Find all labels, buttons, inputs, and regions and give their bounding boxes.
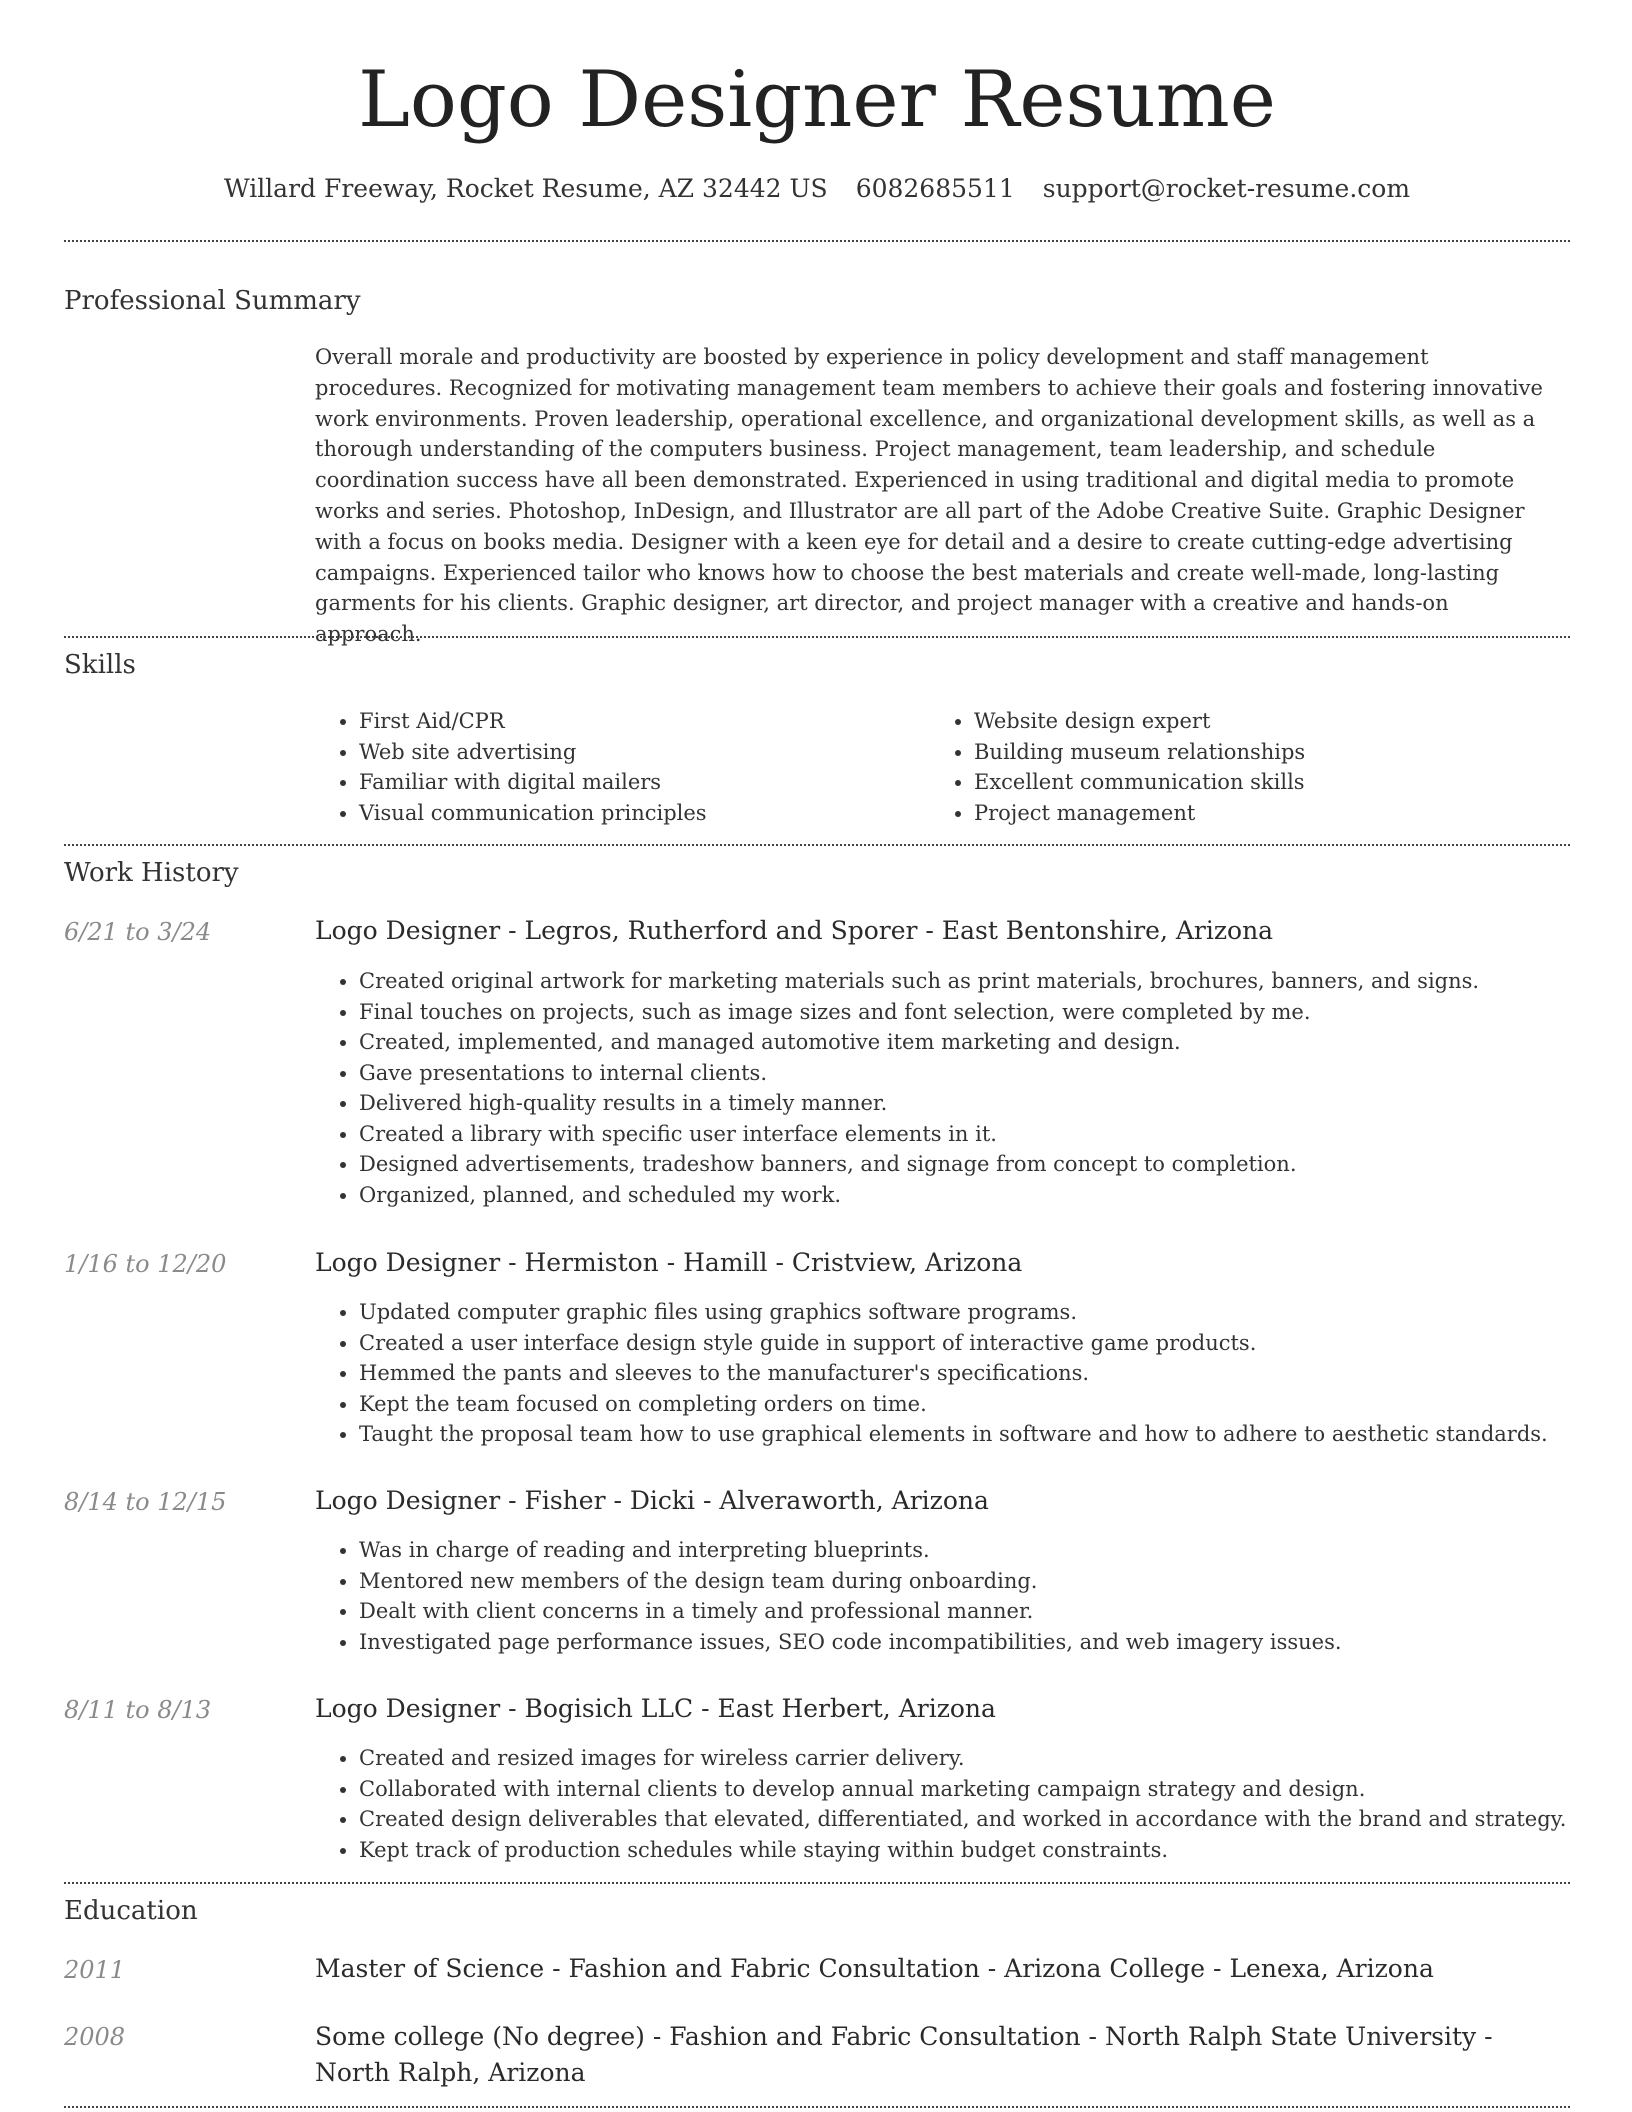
education-title: Some college (No degree) - Fashion and Fabric Consultation - North Ralph State University - North Ralph, Arizona xyxy=(315,2022,1493,2087)
section-heading-education: Education xyxy=(64,1896,198,1926)
job-duty-item: • Investigated page performance issues, SEO code incompatibilities, and web imagery issues. xyxy=(359,1627,1570,1658)
job-duty-item: • Created and resized images for wireless carrier delivery. xyxy=(359,1743,1570,1774)
skills-list-right xyxy=(930,706,1530,828)
job-duty-item: • Was in charge of reading and interpreting blueprints. xyxy=(359,1535,1570,1566)
section-heading-skills: Skills xyxy=(64,650,136,680)
skill-item: • Excellent communication skills xyxy=(974,767,1530,798)
skill-item: • Building museum relationships xyxy=(974,737,1530,768)
contact-phone: 6082685511 xyxy=(855,174,1015,203)
job-duty-item: • Created design deliverables that elevated, differentiated, and worked in accordance with the brand and strategy. xyxy=(359,1804,1570,1835)
job-dates: 8/11 to 8/13 xyxy=(64,1696,212,1724)
education-title: Master of Science - Fashion and Fabric Consultation - Arizona College - Lenexa, Arizona xyxy=(315,1954,1434,1983)
skills-list-left xyxy=(315,706,915,828)
job-dates: 1/16 to 12/20 xyxy=(64,1250,227,1278)
job-title: Logo Designer - Fisher - Dicki - Alveraworth, Arizona xyxy=(315,1486,989,1515)
job-duty-item: • Kept the team focused on completing orders on time. xyxy=(359,1389,1570,1420)
skill-item: • Web site advertising xyxy=(359,737,915,768)
job-duties xyxy=(315,1743,1570,1865)
job-duty-item: • Created original artwork for marketing materials such as print materials, brochures, banners, and signs. xyxy=(359,966,1570,997)
contact-email: support@rocket-resume.com xyxy=(1042,174,1411,203)
education-year: 2011 xyxy=(64,1956,126,1984)
skills-column-right xyxy=(930,706,1530,828)
skill-item: • Website design expert xyxy=(974,706,1530,737)
job-dates: 6/21 to 3/24 xyxy=(64,918,212,946)
job-duty-item: • Collaborated with internal clients to develop annual marketing campaign strategy and design. xyxy=(359,1774,1570,1805)
job-duty-item: • Created a library with specific user interface elements in it. xyxy=(359,1119,1570,1150)
divider xyxy=(64,844,1570,846)
skill-item: • Visual communication principles xyxy=(359,798,915,829)
contact-line xyxy=(64,172,1570,206)
job-duties xyxy=(315,1535,1570,1657)
job-duty-item: • Gave presentations to internal clients. xyxy=(359,1058,1570,1089)
job-title: Logo Designer - Bogisich LLC - East Herbert, Arizona xyxy=(315,1694,996,1723)
job-title: Logo Designer - Hermiston - Hamill - Cristview, Arizona xyxy=(315,1248,1023,1277)
job-duty-item: • Taught the proposal team how to use graphical elements in software and how to adhere to aesthetic standards. xyxy=(359,1419,1570,1450)
divider xyxy=(64,2106,1570,2108)
divider xyxy=(64,240,1570,242)
skill-item: • Project management xyxy=(974,798,1530,829)
job-duty-item: • Final touches on projects, such as image sizes and font selection, were completed by me. xyxy=(359,997,1570,1028)
resume-title: Logo Designer Resume xyxy=(358,55,1276,145)
job-duty-item: • Mentored new members of the design team during onboarding. xyxy=(359,1566,1570,1597)
job-duty-item: • Kept track of production schedules while staying within budget constraints. xyxy=(359,1835,1570,1866)
contact-address: Willard Freeway, Rocket Resume, AZ 32442 US xyxy=(223,174,828,203)
section-heading-summary: Professional Summary xyxy=(64,286,361,316)
job-duty-item: • Updated computer graphic files using graphics software programs. xyxy=(359,1297,1570,1328)
summary-text: Overall morale and productivity are boosted by experience in policy development and staff management procedures. Recognized for motivating management team members to achieve their goals and fostering innovative work environments. Proven leadership, operational excellence, and organizational development skills, as well as a thorough understanding of the computers business. Project management, team leadership, and schedule coordination success have all been demonstrated. Experienced in using traditional and digital media to promote works and series. Photoshop, InDesign, and Illustrator are all part of the Adobe Creative Suite. Graphic Designer with a focus on books media. Designer with a keen eye for detail and a desire to create cutting-edge advertising campaigns. Experienced tailor who knows how to choose the best materials and create well-made, long-lasting garments for his clients. Graphic designer, art director, and project manager with a creative and hands-on approach. xyxy=(315,345,1543,647)
job-duty-item: • Delivered high-quality results in a timely manner. xyxy=(359,1088,1570,1119)
job-duty-item: • Dealt with client concerns in a timely and professional manner. xyxy=(359,1596,1570,1627)
education-year: 2008 xyxy=(64,2023,126,2051)
skills-column-left xyxy=(315,706,915,828)
job-duty-item: • Designed advertisements, tradeshow banners, and signage from concept to completion. xyxy=(359,1149,1570,1180)
job-duty-item: • Created, implemented, and managed automotive item marketing and design. xyxy=(359,1027,1570,1058)
job-duties xyxy=(315,1297,1570,1450)
skill-item: • Familiar with digital mailers xyxy=(359,767,915,798)
section-heading-work: Work History xyxy=(64,858,239,888)
job-title: Logo Designer - Legros, Rutherford and Sporer - East Bentonshire, Arizona xyxy=(315,916,1274,945)
job-dates: 8/14 to 12/15 xyxy=(64,1488,227,1516)
job-duty-item: • Created a user interface design style guide in support of interactive game products. xyxy=(359,1328,1570,1359)
job-duties xyxy=(315,966,1570,1210)
divider xyxy=(64,636,1570,638)
job-duty-item: • Hemmed the pants and sleeves to the manufacturer's specifications. xyxy=(359,1358,1570,1389)
job-duty-item: • Organized, planned, and scheduled my work. xyxy=(359,1180,1570,1211)
divider xyxy=(64,1882,1570,1884)
skill-item: • First Aid/CPR xyxy=(359,706,915,737)
